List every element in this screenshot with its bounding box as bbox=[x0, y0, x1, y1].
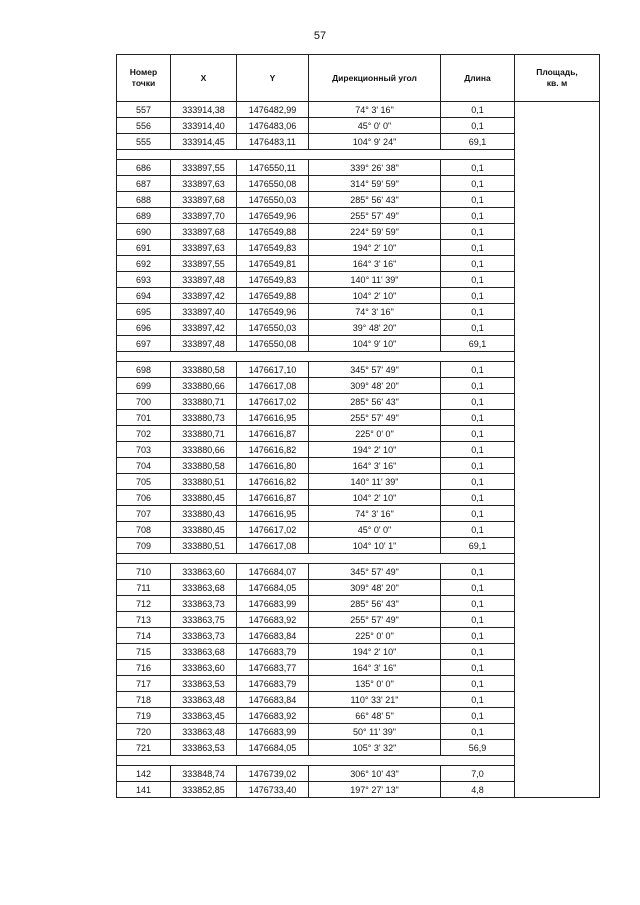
y-coordinate-cell: 1476683,77 bbox=[237, 660, 309, 676]
x-coordinate-cell: 333863,53 bbox=[171, 740, 237, 756]
x-coordinate-cell: 333852,85 bbox=[171, 782, 237, 798]
x-coordinate-cell: 333880,51 bbox=[171, 474, 237, 490]
length-cell: 0,1 bbox=[441, 224, 515, 240]
length-cell: 0,1 bbox=[441, 506, 515, 522]
length-cell: 69,1 bbox=[441, 538, 515, 554]
x-coordinate-cell: 333863,53 bbox=[171, 676, 237, 692]
x-coordinate-cell: 333880,71 bbox=[171, 426, 237, 442]
direction-angle-cell: 74° 3' 16" bbox=[309, 304, 441, 320]
point-number-cell: 556 bbox=[117, 118, 171, 134]
y-coordinate-cell: 1476550,03 bbox=[237, 192, 309, 208]
y-coordinate-cell: 1476483,06 bbox=[237, 118, 309, 134]
direction-angle-cell: 225° 0' 0" bbox=[309, 628, 441, 644]
y-coordinate-cell: 1476549,88 bbox=[237, 288, 309, 304]
direction-angle-cell: 197° 27' 13" bbox=[309, 782, 441, 798]
point-number-cell: 717 bbox=[117, 676, 171, 692]
direction-angle-cell: 345° 57' 49" bbox=[309, 564, 441, 580]
direction-angle-cell: 285° 56' 43" bbox=[309, 192, 441, 208]
separator-cell bbox=[117, 150, 515, 160]
point-number-cell: 708 bbox=[117, 522, 171, 538]
direction-angle-cell: 104° 9' 24" bbox=[309, 134, 441, 150]
direction-angle-cell: 104° 10' 1" bbox=[309, 538, 441, 554]
page-number: 57 bbox=[313, 30, 327, 42]
x-coordinate-cell: 333897,48 bbox=[171, 336, 237, 352]
length-cell: 0,1 bbox=[441, 192, 515, 208]
point-number-cell: 709 bbox=[117, 538, 171, 554]
x-coordinate-cell: 333897,70 bbox=[171, 208, 237, 224]
y-coordinate-cell: 1476684,07 bbox=[237, 564, 309, 580]
direction-angle-cell: 225° 0' 0" bbox=[309, 426, 441, 442]
y-coordinate-cell: 1476482,99 bbox=[237, 102, 309, 118]
length-cell: 0,1 bbox=[441, 272, 515, 288]
length-cell: 0,1 bbox=[441, 378, 515, 394]
point-number-cell: 707 bbox=[117, 506, 171, 522]
point-number-cell: 694 bbox=[117, 288, 171, 304]
y-coordinate-cell: 1476616,80 bbox=[237, 458, 309, 474]
x-coordinate-cell: 333863,60 bbox=[171, 564, 237, 580]
direction-angle-cell: 66° 48' 5" bbox=[309, 708, 441, 724]
point-number-cell: 696 bbox=[117, 320, 171, 336]
x-coordinate-cell: 333863,73 bbox=[171, 596, 237, 612]
x-coordinate-cell: 333897,40 bbox=[171, 304, 237, 320]
length-cell: 0,1 bbox=[441, 628, 515, 644]
y-coordinate-cell: 1476683,99 bbox=[237, 724, 309, 740]
x-coordinate-cell: 333880,58 bbox=[171, 362, 237, 378]
direction-angle-cell: 309° 48' 20" bbox=[309, 580, 441, 596]
length-cell: 0,1 bbox=[441, 724, 515, 740]
direction-angle-cell: 104° 9' 10" bbox=[309, 336, 441, 352]
length-cell: 0,1 bbox=[441, 240, 515, 256]
length-cell: 7,0 bbox=[441, 766, 515, 782]
header-x: X bbox=[171, 55, 237, 102]
direction-angle-cell: 164° 3' 16" bbox=[309, 458, 441, 474]
direction-angle-cell: 255° 57' 49" bbox=[309, 612, 441, 628]
length-cell: 69,1 bbox=[441, 134, 515, 150]
point-number-cell: 555 bbox=[117, 134, 171, 150]
length-cell: 0,1 bbox=[441, 644, 515, 660]
length-cell: 0,1 bbox=[441, 362, 515, 378]
length-cell: 0,1 bbox=[441, 288, 515, 304]
length-cell: 0,1 bbox=[441, 692, 515, 708]
length-cell: 0,1 bbox=[441, 458, 515, 474]
point-number-cell: 716 bbox=[117, 660, 171, 676]
x-coordinate-cell: 333863,73 bbox=[171, 628, 237, 644]
direction-angle-cell: 45° 0' 0" bbox=[309, 118, 441, 134]
x-coordinate-cell: 333897,42 bbox=[171, 288, 237, 304]
y-coordinate-cell: 1476617,10 bbox=[237, 362, 309, 378]
x-coordinate-cell: 333897,68 bbox=[171, 224, 237, 240]
point-number-cell: 557 bbox=[117, 102, 171, 118]
point-number-cell: 690 bbox=[117, 224, 171, 240]
direction-angle-cell: 194° 2' 10" bbox=[309, 442, 441, 458]
point-number-cell: 701 bbox=[117, 410, 171, 426]
direction-angle-cell: 164° 3' 16" bbox=[309, 660, 441, 676]
table-header-row bbox=[117, 55, 600, 102]
header-point-number: Номер точки bbox=[117, 55, 171, 102]
length-cell: 0,1 bbox=[441, 102, 515, 118]
direction-angle-cell: 285° 56' 43" bbox=[309, 394, 441, 410]
x-coordinate-cell: 333880,66 bbox=[171, 378, 237, 394]
direction-angle-cell: 110° 33' 21" bbox=[309, 692, 441, 708]
direction-angle-cell: 285° 56' 43" bbox=[309, 596, 441, 612]
point-number-cell: 702 bbox=[117, 426, 171, 442]
header-y: Y bbox=[237, 55, 309, 102]
y-coordinate-cell: 1476683,92 bbox=[237, 612, 309, 628]
y-coordinate-cell: 1476684,05 bbox=[237, 740, 309, 756]
point-number-cell: 686 bbox=[117, 160, 171, 176]
direction-angle-cell: 140° 11' 39" bbox=[309, 474, 441, 490]
point-number-cell: 691 bbox=[117, 240, 171, 256]
length-cell: 0,1 bbox=[441, 660, 515, 676]
point-number-cell: 700 bbox=[117, 394, 171, 410]
y-coordinate-cell: 1476550,11 bbox=[237, 160, 309, 176]
x-coordinate-cell: 333863,75 bbox=[171, 612, 237, 628]
y-coordinate-cell: 1476617,08 bbox=[237, 538, 309, 554]
direction-angle-cell: 194° 2' 10" bbox=[309, 240, 441, 256]
x-coordinate-cell: 333863,48 bbox=[171, 724, 237, 740]
x-coordinate-cell: 333897,55 bbox=[171, 160, 237, 176]
point-number-cell: 699 bbox=[117, 378, 171, 394]
length-cell: 0,1 bbox=[441, 208, 515, 224]
x-coordinate-cell: 333863,60 bbox=[171, 660, 237, 676]
length-cell: 0,1 bbox=[441, 708, 515, 724]
length-cell: 0,1 bbox=[441, 256, 515, 272]
length-cell: 0,1 bbox=[441, 522, 515, 538]
direction-angle-cell: 345° 57' 49" bbox=[309, 362, 441, 378]
point-number-cell: 698 bbox=[117, 362, 171, 378]
direction-angle-cell: 105° 3' 32" bbox=[309, 740, 441, 756]
y-coordinate-cell: 1476616,95 bbox=[237, 506, 309, 522]
direction-angle-cell: 164° 3' 16" bbox=[309, 256, 441, 272]
point-number-cell: 710 bbox=[117, 564, 171, 580]
length-cell: 0,1 bbox=[441, 320, 515, 336]
x-coordinate-cell: 333897,42 bbox=[171, 320, 237, 336]
y-coordinate-cell: 1476550,08 bbox=[237, 336, 309, 352]
point-number-cell: 692 bbox=[117, 256, 171, 272]
y-coordinate-cell: 1476549,81 bbox=[237, 256, 309, 272]
y-coordinate-cell: 1476617,02 bbox=[237, 394, 309, 410]
length-cell: 69,1 bbox=[441, 336, 515, 352]
length-cell: 0,1 bbox=[441, 596, 515, 612]
x-coordinate-cell: 333880,51 bbox=[171, 538, 237, 554]
y-coordinate-cell: 1476616,95 bbox=[237, 410, 309, 426]
length-cell: 0,1 bbox=[441, 304, 515, 320]
y-coordinate-cell: 1476550,08 bbox=[237, 176, 309, 192]
point-number-cell: 703 bbox=[117, 442, 171, 458]
x-coordinate-cell: 333863,48 bbox=[171, 692, 237, 708]
direction-angle-cell: 45° 0' 0" bbox=[309, 522, 441, 538]
y-coordinate-cell: 1476683,79 bbox=[237, 644, 309, 660]
direction-angle-cell: 194° 2' 10" bbox=[309, 644, 441, 660]
length-cell: 56,9 bbox=[441, 740, 515, 756]
x-coordinate-cell: 333897,63 bbox=[171, 176, 237, 192]
point-number-cell: 718 bbox=[117, 692, 171, 708]
direction-angle-cell: 140° 11' 39" bbox=[309, 272, 441, 288]
y-coordinate-cell: 1476549,96 bbox=[237, 208, 309, 224]
direction-angle-cell: 104° 2' 10" bbox=[309, 490, 441, 506]
x-coordinate-cell: 333880,71 bbox=[171, 394, 237, 410]
x-coordinate-cell: 333880,43 bbox=[171, 506, 237, 522]
point-number-cell: 141 bbox=[117, 782, 171, 798]
x-coordinate-cell: 333880,45 bbox=[171, 522, 237, 538]
direction-angle-cell: 255° 57' 49" bbox=[309, 208, 441, 224]
point-number-cell: 719 bbox=[117, 708, 171, 724]
direction-angle-cell: 135° 0' 0" bbox=[309, 676, 441, 692]
separator-cell bbox=[117, 554, 515, 564]
length-cell: 0,1 bbox=[441, 394, 515, 410]
length-cell: 0,1 bbox=[441, 564, 515, 580]
point-number-cell: 714 bbox=[117, 628, 171, 644]
length-cell: 0,1 bbox=[441, 676, 515, 692]
x-coordinate-cell: 333897,68 bbox=[171, 192, 237, 208]
direction-angle-cell: 50° 11' 39" bbox=[309, 724, 441, 740]
direction-angle-cell: 309° 48' 20" bbox=[309, 378, 441, 394]
length-cell: 4,8 bbox=[441, 782, 515, 798]
y-coordinate-cell: 1476733,40 bbox=[237, 782, 309, 798]
length-cell: 0,1 bbox=[441, 474, 515, 490]
point-number-cell: 695 bbox=[117, 304, 171, 320]
y-coordinate-cell: 1476683,79 bbox=[237, 676, 309, 692]
direction-angle-cell: 255° 57' 49" bbox=[309, 410, 441, 426]
point-number-cell: 704 bbox=[117, 458, 171, 474]
x-coordinate-cell: 333914,40 bbox=[171, 118, 237, 134]
y-coordinate-cell: 1476549,83 bbox=[237, 272, 309, 288]
length-cell: 0,1 bbox=[441, 580, 515, 596]
point-number-cell: 687 bbox=[117, 176, 171, 192]
length-cell: 0,1 bbox=[441, 176, 515, 192]
point-number-cell: 715 bbox=[117, 644, 171, 660]
length-cell: 0,1 bbox=[441, 612, 515, 628]
separator-cell bbox=[117, 352, 515, 362]
point-number-cell: 693 bbox=[117, 272, 171, 288]
direction-angle-cell: 314° 59' 59" bbox=[309, 176, 441, 192]
area-cell bbox=[515, 102, 600, 798]
x-coordinate-cell: 333880,66 bbox=[171, 442, 237, 458]
y-coordinate-cell: 1476483,11 bbox=[237, 134, 309, 150]
point-number-cell: 689 bbox=[117, 208, 171, 224]
x-coordinate-cell: 333914,38 bbox=[171, 102, 237, 118]
coordinates-table bbox=[116, 54, 600, 798]
point-number-cell: 706 bbox=[117, 490, 171, 506]
y-coordinate-cell: 1476616,87 bbox=[237, 426, 309, 442]
y-coordinate-cell: 1476550,03 bbox=[237, 320, 309, 336]
direction-angle-cell: 39° 48' 20" bbox=[309, 320, 441, 336]
point-number-cell: 697 bbox=[117, 336, 171, 352]
point-number-cell: 713 bbox=[117, 612, 171, 628]
x-coordinate-cell: 333880,58 bbox=[171, 458, 237, 474]
length-cell: 0,1 bbox=[441, 160, 515, 176]
y-coordinate-cell: 1476617,02 bbox=[237, 522, 309, 538]
y-coordinate-cell: 1476549,96 bbox=[237, 304, 309, 320]
length-cell: 0,1 bbox=[441, 410, 515, 426]
x-coordinate-cell: 333880,45 bbox=[171, 490, 237, 506]
y-coordinate-cell: 1476616,82 bbox=[237, 442, 309, 458]
table-row bbox=[117, 102, 600, 118]
x-coordinate-cell: 333880,73 bbox=[171, 410, 237, 426]
x-coordinate-cell: 333848,74 bbox=[171, 766, 237, 782]
length-cell: 0,1 bbox=[441, 118, 515, 134]
x-coordinate-cell: 333897,48 bbox=[171, 272, 237, 288]
point-number-cell: 712 bbox=[117, 596, 171, 612]
y-coordinate-cell: 1476683,84 bbox=[237, 628, 309, 644]
x-coordinate-cell: 333914,45 bbox=[171, 134, 237, 150]
point-number-cell: 142 bbox=[117, 766, 171, 782]
y-coordinate-cell: 1476683,99 bbox=[237, 596, 309, 612]
header-length: Длина bbox=[441, 55, 515, 102]
direction-angle-cell: 339° 26' 38" bbox=[309, 160, 441, 176]
direction-angle-cell: 104° 2' 10" bbox=[309, 288, 441, 304]
length-cell: 0,1 bbox=[441, 490, 515, 506]
x-coordinate-cell: 333897,55 bbox=[171, 256, 237, 272]
header-direction-angle: Дирекционный угол bbox=[309, 55, 441, 102]
point-number-cell: 705 bbox=[117, 474, 171, 490]
y-coordinate-cell: 1476739,02 bbox=[237, 766, 309, 782]
length-cell: 0,1 bbox=[441, 426, 515, 442]
x-coordinate-cell: 333863,45 bbox=[171, 708, 237, 724]
point-number-cell: 688 bbox=[117, 192, 171, 208]
point-number-cell: 721 bbox=[117, 740, 171, 756]
point-number-cell: 720 bbox=[117, 724, 171, 740]
direction-angle-cell: 74° 3' 16" bbox=[309, 506, 441, 522]
y-coordinate-cell: 1476616,82 bbox=[237, 474, 309, 490]
length-cell: 0,1 bbox=[441, 442, 515, 458]
y-coordinate-cell: 1476616,87 bbox=[237, 490, 309, 506]
direction-angle-cell: 224° 59' 59" bbox=[309, 224, 441, 240]
header-area: Площадь, кв. м bbox=[515, 55, 600, 102]
x-coordinate-cell: 333863,68 bbox=[171, 580, 237, 596]
separator-cell bbox=[117, 756, 515, 766]
y-coordinate-cell: 1476683,84 bbox=[237, 692, 309, 708]
y-coordinate-cell: 1476549,83 bbox=[237, 240, 309, 256]
point-number-cell: 711 bbox=[117, 580, 171, 596]
direction-angle-cell: 74° 3' 16" bbox=[309, 102, 441, 118]
x-coordinate-cell: 333863,68 bbox=[171, 644, 237, 660]
x-coordinate-cell: 333897,63 bbox=[171, 240, 237, 256]
y-coordinate-cell: 1476549,88 bbox=[237, 224, 309, 240]
y-coordinate-cell: 1476617,08 bbox=[237, 378, 309, 394]
direction-angle-cell: 306° 10' 43" bbox=[309, 766, 441, 782]
y-coordinate-cell: 1476684,05 bbox=[237, 580, 309, 596]
y-coordinate-cell: 1476683,92 bbox=[237, 708, 309, 724]
